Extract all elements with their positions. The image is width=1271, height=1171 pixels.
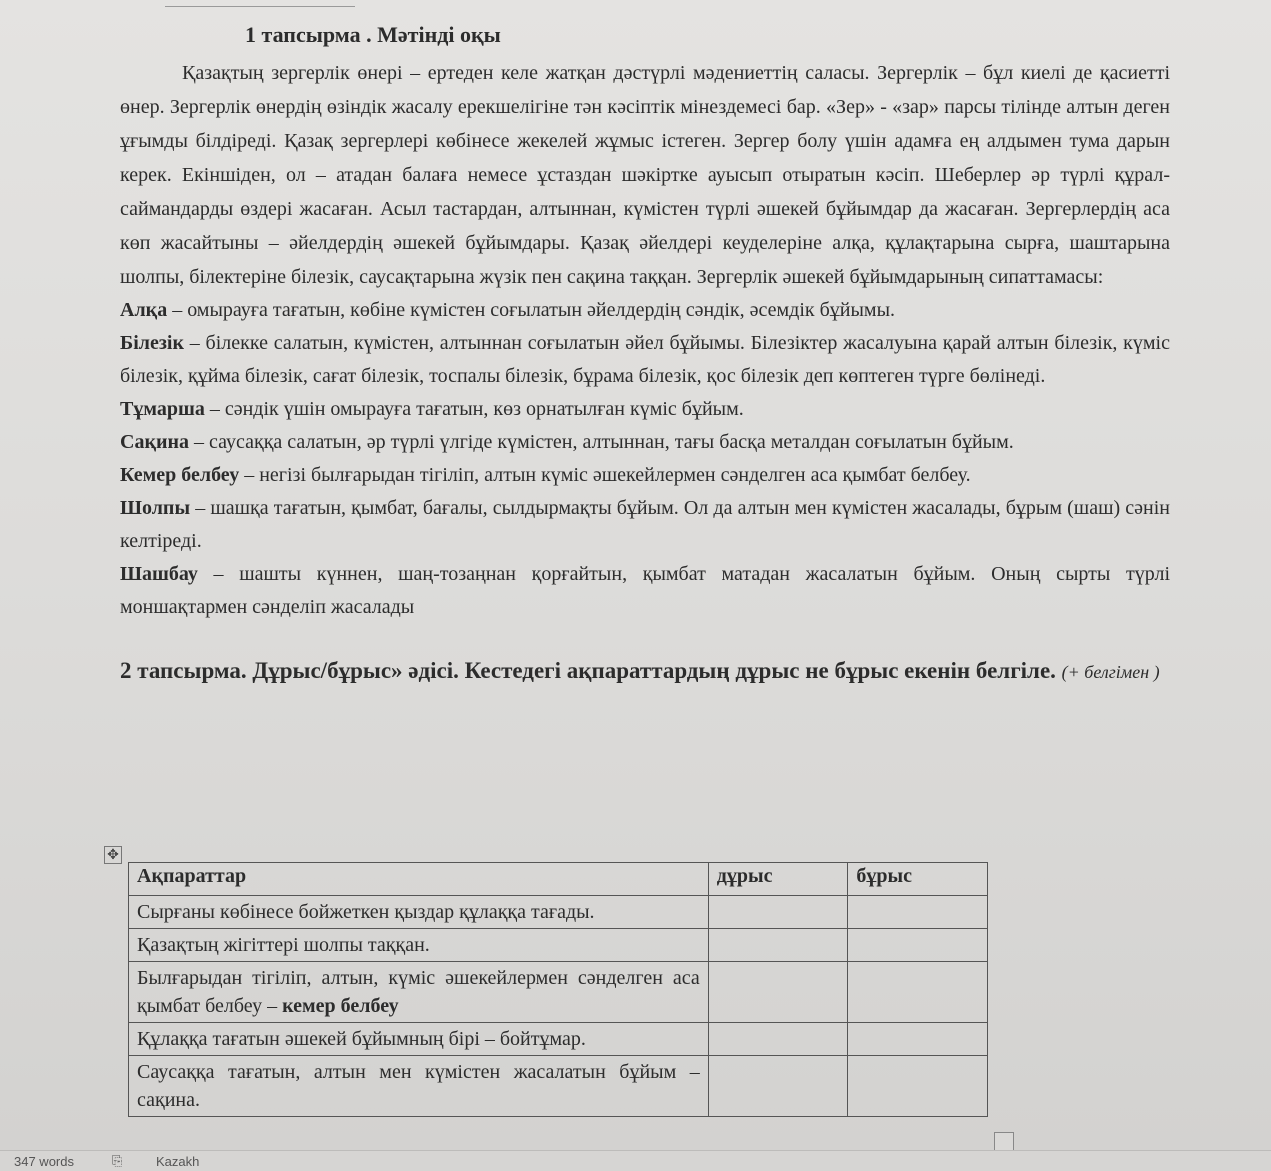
definition-item — [120, 327, 1170, 393]
definition-term: Білезік — [120, 332, 184, 354]
statement-cell[interactable] — [129, 929, 709, 962]
false-cell[interactable] — [848, 1056, 988, 1117]
definition-item — [120, 393, 1170, 426]
task2-heading — [120, 654, 1170, 689]
false-cell[interactable] — [848, 896, 988, 929]
table-resize-handle[interactable] — [994, 1132, 1014, 1152]
definition-item — [120, 492, 1170, 558]
false-cell[interactable] — [848, 929, 988, 962]
statement-text: Қазақтың жігіттері шолпы таққан. — [137, 934, 430, 956]
table-row — [129, 929, 988, 962]
statement-cell[interactable] — [129, 1056, 709, 1117]
definition-term: Кемер белбеу — [120, 464, 240, 486]
table-row — [129, 962, 988, 1023]
proofing-icon[interactable]: ⎘ — [112, 1154, 123, 1169]
definition-term: Сақина — [120, 431, 190, 453]
statement-cell[interactable] — [129, 896, 709, 929]
table-row — [129, 1056, 988, 1117]
header-info: Ақпараттар — [129, 863, 709, 896]
table-header-row — [129, 863, 988, 896]
task1-heading: 1 тапсырма . Мәтінді оқы — [245, 22, 501, 47]
definition-item — [120, 426, 1170, 459]
true-false-table — [128, 862, 988, 1117]
header-true: дұрыс — [708, 863, 848, 896]
true-cell[interactable] — [708, 962, 848, 1023]
true-cell[interactable] — [708, 896, 848, 929]
definition-item — [120, 558, 1170, 624]
statement-text: Сырғаны көбінесе бойжеткен қыздар құлаққа тағады. — [137, 901, 595, 923]
intro-paragraph: Қазақтың зергерлік өнері – ертеден келе жатқан дәстүрлі мәдениеттің саласы. Зергерлік – бұл киелі де қасиетті өнер. Зергерлік өнердің өзіндік жасалу ерекшелігіне тән кәсіптік мінездемесі бар. «Зер» - «зар» парсы тілінде алтын деген ұғымды білдіреді. Қазақ зергерлері көбінесе жекелей жұмыс істеген. Зергер болу үшін адамға ең алдымен тума дарын керек. Екіншіден, ол – атадан балаға немесе ұстаздан шәкіртке ауысып отыратын кәсіп. Шеберлер әр түрлі құрал-саймандарды өздері жасаған. Асыл тастардан, алтыннан, күмістен түрлі әшекей бұйымдар да жасаған. Зергерлердің аса көп жасайтыны – әйелдердің әшекей бұйымдары. Қазақ әйелдері кеуделеріне алқа, құлақтарына сырға, шаштарына шолпы, білектеріне білезік, саусақтарына жүзік пен сақина таққан. Зергерлік әшекей бұйымдарының сипаттамасы: — [120, 62, 1170, 288]
language-indicator[interactable]: Kazakh — [156, 1154, 200, 1169]
header-false: бұрыс — [848, 863, 988, 896]
header-divider — [165, 6, 355, 7]
definition-text: – шашқа тағатын, қымбат, бағалы, сылдырмақты бұйым. Ол да алтын мен күмістен жасалады, бұрым (шаш) сәнін келтіреді. — [120, 497, 1170, 552]
true-cell[interactable] — [708, 1023, 848, 1056]
table-move-icon[interactable]: ✥ — [104, 846, 122, 864]
definition-text: – шашты күннен, шаң-тозаңнан қорғайтын, қымбат матадан жасалатын бұйым. Оның сырты түрлі моншақтармен сәнделіп жасалады — [120, 563, 1170, 618]
document-body[interactable] — [120, 22, 1170, 701]
definition-term: Тұмарша — [120, 398, 205, 420]
table-row — [129, 896, 988, 929]
table-row — [129, 1023, 988, 1056]
definition-text: – саусаққа салатын, әр түрлі үлгіде күмістен, алтыннан, тағы басқа металдан соғылатын бұйым. — [189, 431, 1014, 453]
definition-text: – омырауға тағатын, көбіне күмістен соғылатын әйелдердің сәндік, әсемдік бұйымы. — [167, 299, 895, 321]
true-cell[interactable] — [708, 929, 848, 962]
statement-cell[interactable] — [129, 962, 709, 1023]
definition-item — [120, 459, 1170, 492]
false-cell[interactable] — [848, 962, 988, 1023]
task2-title: 2 тапсырма. Дұрыс/бұрыс» әдісі. Кестедегі ақпараттардың дұрыс не бұрыс екенін белгіле. — [120, 658, 1056, 683]
definition-text: – сәндік үшін омырауға тағатын, көз орнатылған күміс бұйым. — [204, 398, 744, 420]
word-count[interactable]: 347 words — [14, 1154, 74, 1169]
statement-text: Саусаққа тағатын, алтын мен күмістен жасалатын бұйым – сақина. — [137, 1061, 700, 1111]
statement-bold: кемер белбеу — [282, 995, 399, 1017]
definitions-list — [120, 294, 1170, 624]
task2-hint: (+ белгімен ) — [1061, 662, 1160, 682]
statement-cell[interactable] — [129, 1023, 709, 1056]
status-bar — [0, 1150, 1271, 1171]
definition-term: Алқа — [120, 299, 168, 321]
definition-text: – негізі былғарыдан тігіліп, алтын күміс әшекейлермен сәнделген аса қымбат белбеу. — [239, 464, 971, 486]
definition-term: Шашбау — [120, 563, 198, 585]
statement-text: Былғарыдан тігіліп, алтын, күміс әшекейлермен сәнделген аса қымбат белбеу – — [137, 967, 700, 1017]
statement-text: Құлаққа тағатын әшекей бұйымның бірі – бойтұмар. — [137, 1028, 586, 1050]
definition-item — [120, 294, 1170, 327]
definition-term: Шолпы — [120, 497, 191, 519]
false-cell[interactable] — [848, 1023, 988, 1056]
definition-text: – білекке салатын, күмістен, алтыннан соғылатын әйел бұйымы. Білезіктер жасалуына қарай алтын білезік, күміс білезік, құйма білезік, сағат білезік, тоспалы білезік, бұрама білезік, қос білезік деп көптеген түрге бөлінеді. — [120, 332, 1170, 387]
true-cell[interactable] — [708, 1056, 848, 1117]
